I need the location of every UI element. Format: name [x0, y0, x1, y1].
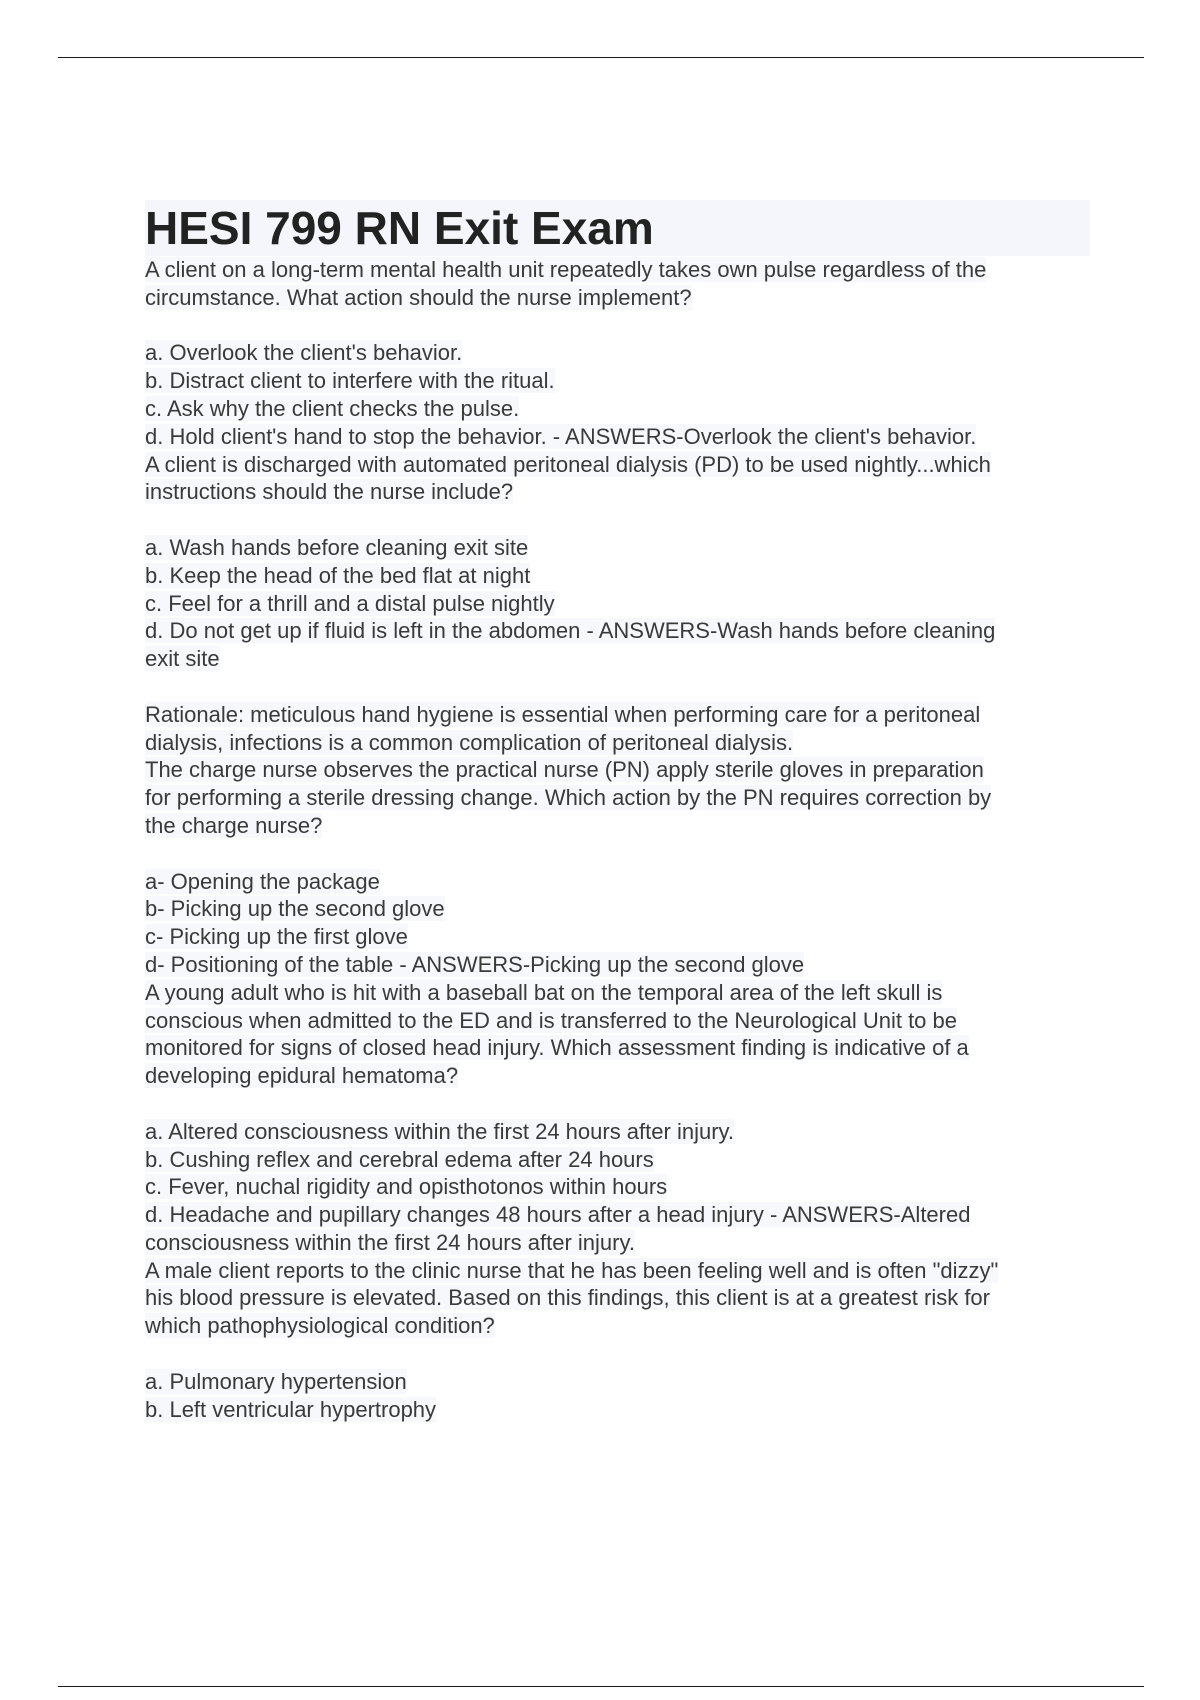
- text-line: [145, 1284, 1090, 1312]
- text-line: [145, 1007, 1090, 1035]
- text-line: [145, 395, 1090, 423]
- text-line-content: d- Positioning of the table - ANSWERS-Picking up the second glove: [145, 951, 805, 977]
- text-line: [145, 701, 1090, 729]
- text-line: [145, 729, 1090, 757]
- text-line: [145, 256, 1090, 284]
- text-line: [145, 979, 1090, 1007]
- text-line: [145, 1146, 1090, 1174]
- text-line: [145, 895, 1090, 923]
- text-line-content: d. Headache and pupillary changes 48 hours after a head injury - ANSWERS-Altered: [145, 1202, 971, 1228]
- text-line-content: A male client reports to the clinic nurse that he has been feeling well and is often "dizzy": [145, 1257, 999, 1283]
- text-line: [145, 590, 1090, 618]
- text-line: [145, 1173, 1090, 1201]
- document-text: [145, 256, 1090, 1423]
- text-line-content: Rationale: meticulous hand hygiene is essential when performing care for a peritoneal: [145, 701, 981, 727]
- text-line-content: b. Left ventricular hypertrophy: [145, 1396, 437, 1422]
- text-line-content: b. Cushing reflex and cerebral edema after 24 hours: [145, 1146, 654, 1172]
- text-line-content: the charge nurse?: [145, 812, 323, 838]
- text-line-content: b. Distract client to interfere with the ritual.: [145, 368, 555, 394]
- blank-line: [145, 1090, 1090, 1118]
- text-line: [145, 868, 1090, 896]
- text-line-content: A client is discharged with automated peritoneal dialysis (PD) to be used nightly...which: [145, 451, 991, 477]
- text-line: [145, 339, 1090, 367]
- text-line: [145, 645, 1090, 673]
- text-line: [145, 562, 1090, 590]
- text-line: [145, 617, 1090, 645]
- text-line: [145, 1368, 1090, 1396]
- text-line-content: b. Keep the head of the bed flat at night: [145, 562, 531, 588]
- text-line-content: exit site: [145, 646, 220, 672]
- text-line: [145, 784, 1090, 812]
- text-line-content: instructions should the nurse include?: [145, 479, 514, 505]
- text-line: [145, 1229, 1090, 1257]
- text-line-content: monitored for signs of closed head injury. Which assessment finding is indicative of a: [145, 1035, 969, 1061]
- text-line-content: The charge nurse observes the practical nurse (PN) apply sterile gloves in preparation: [145, 757, 984, 783]
- text-line: [145, 284, 1090, 312]
- text-line-content: consciousness within the first 24 hours after injury.: [145, 1229, 635, 1255]
- text-line-content: conscious when admitted to the ED and is transferred to the Neurological Unit to be: [145, 1007, 958, 1033]
- text-line-content: d. Do not get up if fluid is left in the abdomen - ANSWERS-Wash hands before cleaning: [145, 618, 996, 644]
- text-line-content: for performing a sterile dressing change. Which action by the PN requires correction by: [145, 785, 992, 811]
- document-body: [145, 200, 1090, 1423]
- text-line: [145, 1034, 1090, 1062]
- text-line-content: A client on a long-term mental health unit repeatedly takes own pulse regardless of the: [145, 257, 987, 282]
- text-line: [145, 1396, 1090, 1424]
- text-line: [145, 1257, 1090, 1285]
- text-line: [145, 1062, 1090, 1090]
- text-line-content: a. Wash hands before cleaning exit site: [145, 534, 529, 560]
- text-line-content: c. Fever, nuchal rigidity and opisthotonos within hours: [145, 1174, 668, 1200]
- text-line-content: which pathophysiological condition?: [145, 1313, 495, 1339]
- text-line-content: dialysis, infections is a common complication of peritoneal dialysis.: [145, 729, 794, 755]
- document-title: HESI 799 RN Exit Exam: [145, 200, 1090, 256]
- text-line-content: d. Hold client's hand to stop the behavior. - ANSWERS-Overlook the client's behavior.: [145, 423, 977, 449]
- blank-line: [145, 673, 1090, 701]
- text-line-content: developing epidural hematoma?: [145, 1063, 459, 1089]
- text-line-content: A young adult who is hit with a baseball bat on the temporal area of the left skull is: [145, 979, 943, 1005]
- text-line-content: a. Altered consciousness within the first 24 hours after injury.: [145, 1118, 734, 1144]
- blank-line: [145, 506, 1090, 534]
- blank-line: [145, 840, 1090, 868]
- text-line-content: a- Opening the package: [145, 868, 380, 894]
- text-line-content: circumstance. What action should the nurse implement?: [145, 284, 692, 310]
- text-line: [145, 923, 1090, 951]
- top-rule: [58, 57, 1144, 58]
- text-line: [145, 423, 1090, 451]
- text-line: [145, 812, 1090, 840]
- text-line: [145, 1312, 1090, 1340]
- text-line: [145, 534, 1090, 562]
- text-line-content: his blood pressure is elevated. Based on this findings, this client is at a greatest risk for: [145, 1285, 990, 1311]
- text-line: [145, 367, 1090, 395]
- text-line-content: a. Overlook the client's behavior.: [145, 340, 463, 366]
- blank-line: [145, 1340, 1090, 1368]
- text-line-content: c. Feel for a thrill and a distal pulse nightly: [145, 590, 555, 616]
- text-line-content: c- Picking up the first glove: [145, 924, 408, 950]
- text-line-content: c. Ask why the client checks the pulse.: [145, 395, 520, 421]
- text-line: [145, 451, 1090, 479]
- bottom-rule: [58, 1686, 1144, 1687]
- blank-line: [145, 312, 1090, 340]
- text-line: [145, 478, 1090, 506]
- text-line-content: b- Picking up the second glove: [145, 896, 445, 922]
- text-line: [145, 1118, 1090, 1146]
- text-line: [145, 951, 1090, 979]
- text-line-content: a. Pulmonary hypertension: [145, 1368, 407, 1394]
- text-line: [145, 756, 1090, 784]
- text-line: [145, 1201, 1090, 1229]
